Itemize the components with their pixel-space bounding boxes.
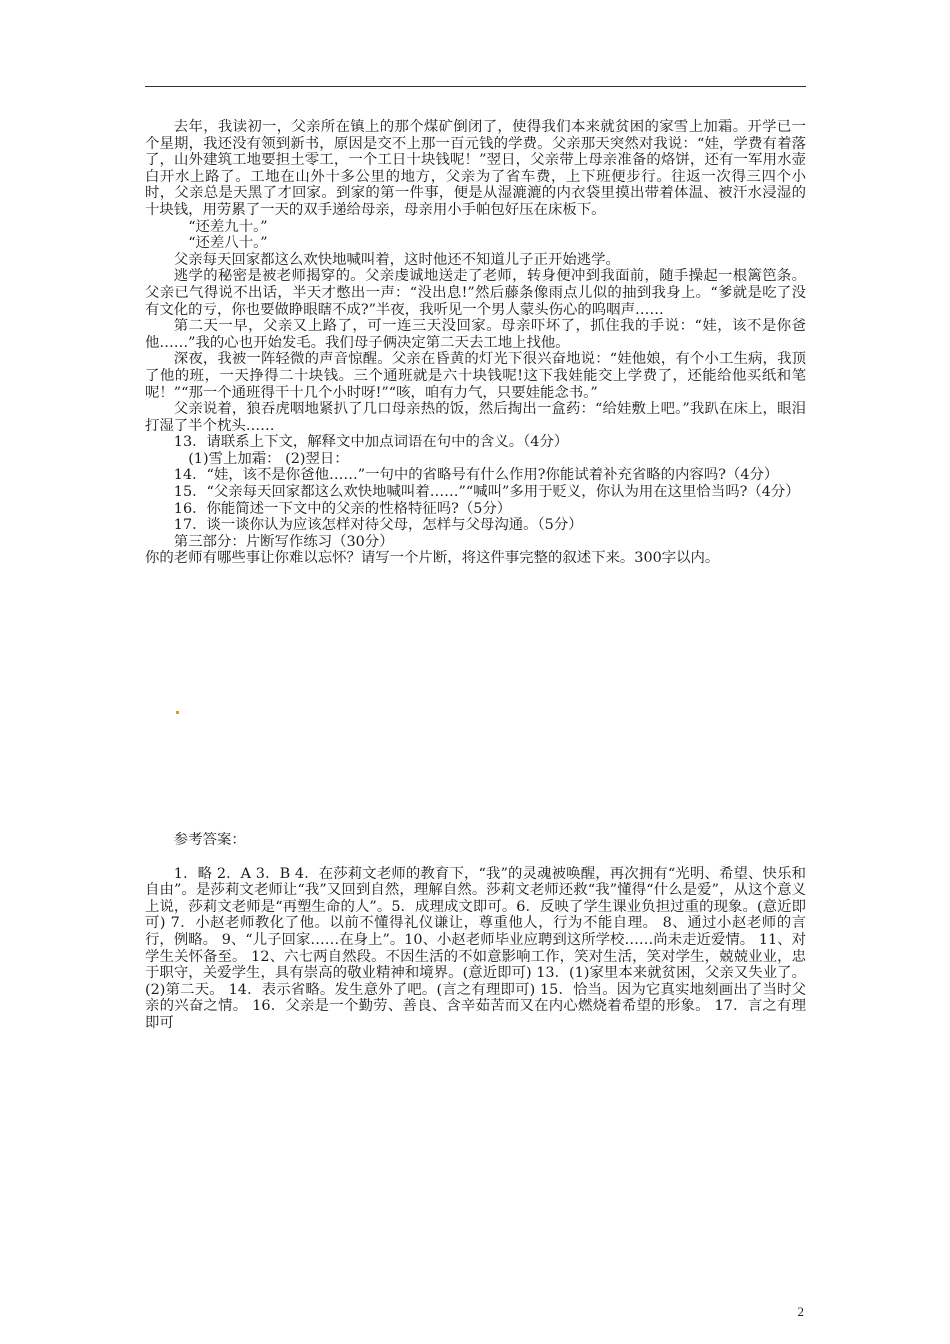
- stray-mark: [176, 711, 179, 714]
- question-14: 14．“娃，该不是你爸他……”一句中的省略号有什么作用?你能试着补充省略的内容吗?（4分）: [173, 467, 779, 484]
- page-number: 2: [797, 1304, 804, 1319]
- story-paragraph-8: 父亲说着，狼吞虎咽地紧扒了几口母亲热的饭，然后掏出一盒药：“给娃敷上吧。”我趴在床上，眼泪打湿了半个枕头……: [145, 401, 806, 434]
- story-paragraph-5: 逃学的秘密是被老师揭穿的。父亲虔诚地送走了老师，转身便冲到我面前，随手操起一根篱笆条。父亲已气得说不出话，半天才憋出一声：“没出息!”然后藤条像雨点儿似的抽到我身上。“爹就是吃了没有文化的亏，你也要做睁眼瞎不成?”半夜，我听见一个男人蒙头伤心的呜咽声……: [145, 268, 806, 318]
- story-quote-1: “还差九十。”: [188, 218, 268, 235]
- answer-key-body: 1．略 2．A 3．B 4．在莎莉文老师的教育下，“我”的灵魂被唤醒，再次拥有“光明、希望、快乐和自由”。是莎莉文老师让“我”又回到自然，理解自然。莎莉文老师还救“我”懂得“什么是爱”，从这个意义上说，莎莉文老师是“再塑生命的人”。5．成理成文即可。6．反映了学生课业负担过重的现象。(意近即可) 7．小赵老师教化了他。以前不懂得礼仪谦让，尊重他人，行为不能自理。 8、通过小赵老师的言行，例略。 9、“儿子回家……在身上”。10、小赵老师毕业应聘到这所学校……尚未走近爱情。 11、对学生关怀备至。 12、六七两自然段。不因生活的不如意影响工作，笑对生活，笑对学生，兢兢业业，忠于职守，关爱学生，具有崇高的敬业精神和境界。(意近即可) 13．(1)家里本来就贫困，父亲又失业了。(2)第二天。 14．表示省略。发生意外了吧。(言之有理即可) 15．恰当。因为它真实地刻画出了当时父亲的兴奋之情。 16．父亲是一个勤劳、善良、含辛茹苦而又在内心燃烧着希望的形象。 17．言之有理即可: [145, 865, 806, 1031]
- question-17: 17．谈一谈你认为应该怎样对待父母，怎样与父母沟通。（5分）: [173, 517, 583, 534]
- answer-key-title: 参考答案：: [173, 832, 246, 848]
- reading-passage: [145, 119, 806, 567]
- story-paragraph-7: 深夜，我被一阵轻微的声音惊醒。父亲在昏黄的灯光下很兴奋地说：“娃他娘，有个小工生病，我顶了他的班，一天挣得二十块钱。三个通班就是六十块钱呢!这下我娃能交上学费了，还能给他买纸和笔呢！”“那一个通班得干十几个小时呀!”“咳，咱有力气，只要娃能念书。”: [145, 351, 806, 401]
- story-paragraph-1: 去年，我读初一，父亲所在镇上的那个煤矿倒闭了，使得我们本来就贫困的家雪上加霜。开学已一个星期，我还没有领到新书，原因是交不上那一百元钱的学费。父亲那天突然对我说：“娃，学费有着落了，山外建筑工地要担土零工，一个工日十块钱呢！”翌日，父亲带上母亲准备的烙饼，还有一军用水壶白开水上路了。工地在山外十多公里的地方，父亲为了省车费，上下班便步行。往返一次得三四个小时，父亲总是天黑了才回家。到家的第一件事，便是从湿漉漉的内衣袋里摸出带着体温、被汗水浸湿的十块钱，用劳累了一天的双手递给母亲，母亲用小手帕包好压在床板下。: [145, 119, 806, 218]
- story-quote-2: “还差八十。”: [188, 235, 268, 252]
- header-rule: [145, 86, 806, 87]
- question-16: 16．你能简述一下文中的父亲的性格特征吗?（5分）: [173, 500, 512, 517]
- writing-prompt: 你的老师有哪些事让你难以忘怀？请写一个片断，将这件事完整的叙述下来。300字以内。: [145, 550, 720, 567]
- question-15: 15．“父亲每天回家都这么欢快地喊叫着……”“喊叫”多用于贬义，你认为用在这里恰当吗?（4分）: [173, 484, 800, 501]
- question-13: 13．请联系上下文，解释文中加点词语在句中的含义。（4分）: [173, 434, 569, 451]
- question-13-sub: (1)雪上加霜： (2)翌日：: [188, 450, 349, 467]
- story-paragraph-6: 第二天一早，父亲又上路了，可一连三天没回家。母亲吓坏了，抓住我的手说：“娃，该不是你爸他……”我的心也开始发毛。我们母子俩决定第二天去工地上找他。: [145, 318, 806, 351]
- part3-heading: 第三部分：片断写作练习（30分）: [173, 533, 394, 550]
- answer-key: [145, 832, 806, 1032]
- story-paragraph-4: 父亲每天回家都这么欢快地喊叫着，这时他还不知道儿子正开始逃学。: [173, 251, 620, 268]
